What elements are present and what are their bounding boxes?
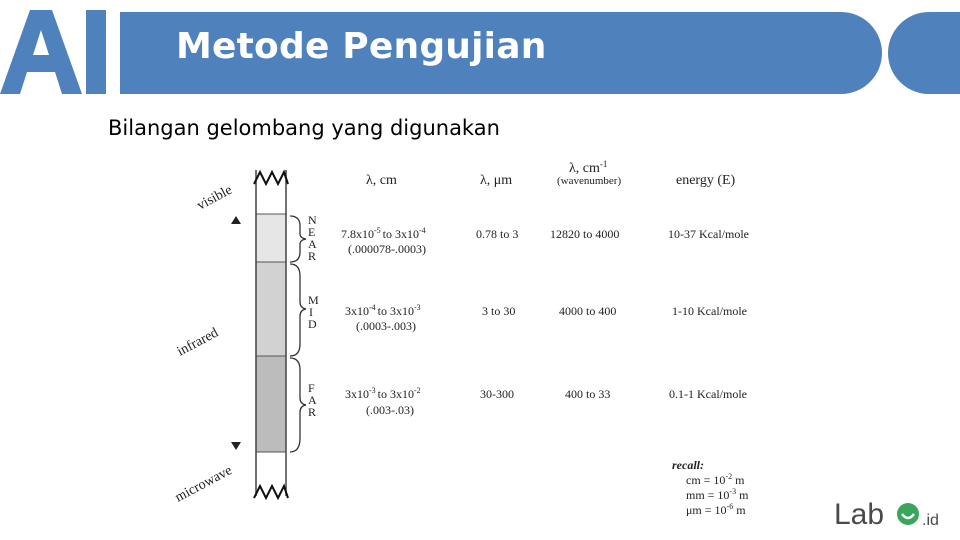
lab-id-logo	[834, 496, 954, 530]
near-letter: A	[308, 237, 317, 251]
near-brace	[290, 216, 306, 262]
recall-line: cm = $10^{-2}$ m	[686, 472, 745, 487]
near-letter: N	[308, 213, 317, 227]
row3-um: 30-300	[480, 387, 514, 401]
ir-spectrum-figure	[160, 156, 800, 516]
far-band	[256, 356, 286, 452]
label-visible: visible	[194, 182, 235, 214]
row3-energy: 0.1-1 Kcal/mole	[669, 387, 747, 401]
header-um: λ, μm	[480, 173, 513, 188]
recall-line: mm = $10^{-3}$ m	[686, 487, 749, 502]
row2-um: 3 to 30	[482, 304, 516, 318]
mid-band	[256, 262, 286, 356]
row2-energy: 1-10 Kcal/mole	[672, 304, 747, 318]
row2-wn: 4000 to 400	[559, 304, 617, 318]
far-letter: F	[308, 381, 315, 395]
logo-a-icon	[0, 10, 112, 96]
mid-letter: M	[308, 293, 319, 307]
arrow-up-icon	[231, 216, 241, 224]
mid-letter: D	[308, 317, 317, 331]
header-cm: λ, cm	[366, 173, 397, 188]
top-break-zigzag	[254, 172, 288, 184]
brand-flask-icon	[897, 503, 919, 525]
row3-wn: 400 to 33	[565, 387, 611, 401]
row1-cm-decimal: (.000078-.0003)	[348, 242, 426, 256]
banner-end-cap	[888, 12, 960, 94]
row1-energy: 10-37 Kcal/mole	[668, 227, 749, 241]
label-microwave: microwave	[172, 463, 235, 506]
label-infrared: infrared	[174, 325, 222, 360]
near-band	[256, 214, 286, 262]
bottom-break-zigzag	[254, 486, 288, 498]
header-wn: λ, $cm^{-1}$	[569, 159, 608, 176]
row1-wn: 12820 to 4000	[550, 227, 620, 241]
mid-brace	[290, 264, 306, 356]
brand-suffix: .id	[922, 512, 939, 529]
page-title: Metode Pengujian	[176, 26, 547, 67]
row3-cm: $3x10^{-3}$ to $3x10^{-2}$	[345, 386, 421, 401]
row1-um: 0.78 to 3	[476, 227, 519, 241]
recall-label: recall:	[672, 458, 704, 472]
far-brace	[290, 358, 306, 452]
far-letter: A	[308, 393, 317, 407]
recall-line: $\mu m = 10^{-6}$ m	[686, 502, 746, 516]
row2-cm-decimal: (.0003-.003)	[356, 319, 416, 333]
mid-letter: I	[309, 305, 313, 319]
header-energy: energy (E)	[676, 173, 736, 188]
near-letter: R	[308, 249, 317, 263]
near-letter: E	[308, 225, 316, 239]
row3-cm-decimal: (.003-.03)	[366, 403, 414, 417]
row1-cm: $7.8x10^{-5}$ to $3x10^{-4}$	[341, 226, 426, 241]
page-subtitle: Bilangan gelombang yang digunakan	[108, 116, 500, 140]
far-letter: R	[308, 405, 317, 419]
header-wn-sub: (wavenumber)	[557, 175, 622, 187]
brand-name: Lab	[834, 498, 885, 530]
arrow-down-icon	[231, 442, 241, 450]
row2-cm: $3x10^{-4}$ to $3x10^{-3}$	[345, 303, 421, 318]
